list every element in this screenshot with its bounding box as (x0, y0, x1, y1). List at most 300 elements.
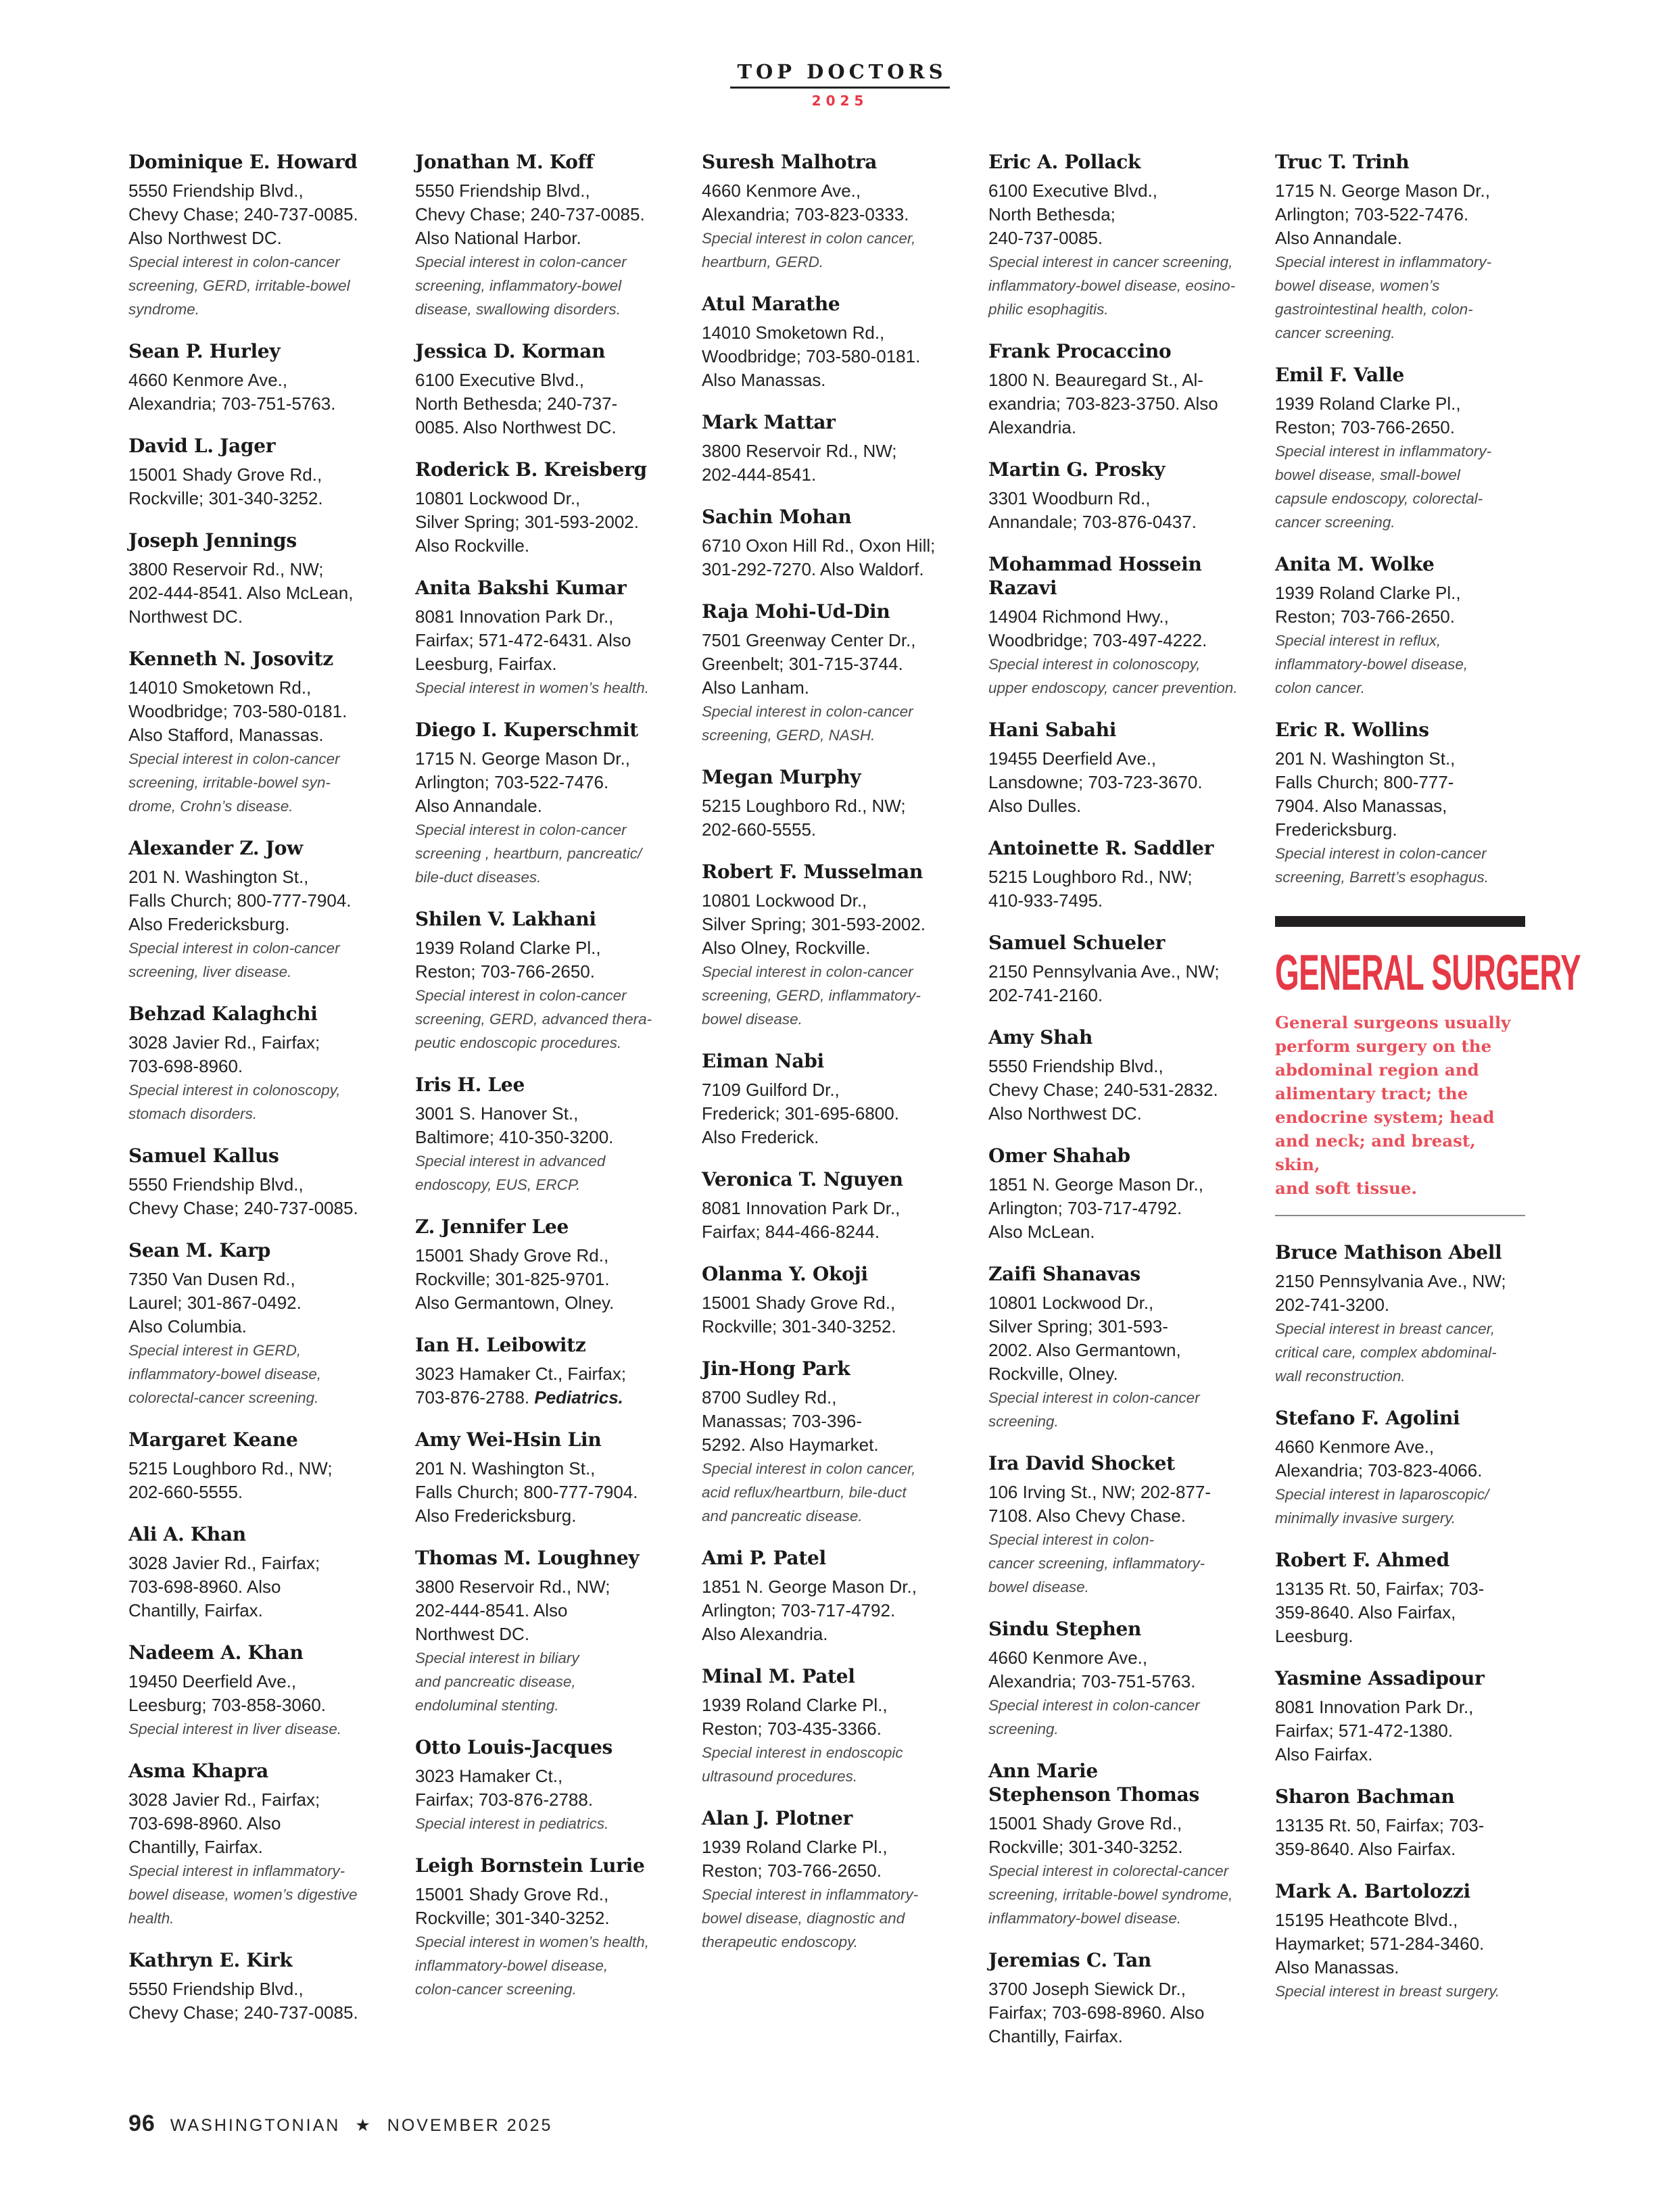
doctor-address (702, 1575, 959, 1646)
doctor-listing (702, 765, 959, 842)
doctor-name: Amy Wei-Hsin Lin (415, 1428, 602, 1451)
address-text: 5550 Friendship Blvd., Chevy Chase; 240-737-0085. (128, 1174, 358, 1218)
doctor-name: Sharon Bachman (1275, 1785, 1455, 1808)
address-text: 5215 Loughboro Rd., NW; 410-933-7495. (988, 867, 1193, 911)
doctor-listing (702, 1049, 959, 1149)
doctor-name: Jessica D. Korman (415, 340, 606, 362)
address-text: 5215 Loughboro Rd., NW; 202-660-5555. (128, 1458, 333, 1502)
address-text: 201 N. Washington St., Falls Church; 800-777- 7904. Also Manassas, Fredericksburg. (1275, 748, 1456, 840)
doctor-name: Alan J. Plotner (702, 1807, 853, 1829)
doctor-address (1275, 1577, 1525, 1648)
doctor-address (988, 605, 1245, 652)
doctor-name: Megan Murphy (702, 766, 861, 788)
doctor-listing (1275, 1785, 1525, 1861)
doctor-address (415, 1362, 672, 1410)
doctor-listing (988, 150, 1245, 321)
address-text: 1715 N. George Mason Dr., Arlington; 703-522-7476. Also Annandale. (1275, 181, 1490, 248)
column-5 (1275, 150, 1581, 2021)
address-text: 5550 Friendship Blvd., Chevy Chase; 240-531-2832. Also Northwest DC. (988, 1056, 1218, 1124)
masthead (0, 59, 1680, 109)
address-text: 3028 Javier Rd., Fairfax; 703-698-8960. (128, 1032, 320, 1076)
address-text: 19450 Deerfield Ave., Leesburg; 703-858-3060. (128, 1671, 327, 1715)
doctor-address (415, 936, 672, 984)
doctor-address (128, 1457, 385, 1504)
doctor-name: Kenneth N. Josovitz (128, 648, 333, 670)
doctor-name: Joseph Jennings (128, 529, 297, 552)
address-text: 2150 Pennsylvania Ave., NW; 202-741-3200. (1275, 1271, 1506, 1315)
doctor-name: Asma Khapra (128, 1760, 269, 1782)
address-text: 6710 Oxon Hill Rd., Oxon Hill; 301-292-7270. Also Waldorf. (702, 535, 936, 579)
address-text: 4660 Kenmore Ave., Alexandria; 703-751-5763. (128, 370, 336, 414)
doctor-name: Otto Louis-Jacques (415, 1736, 613, 1758)
year-label: 2025 (811, 93, 869, 109)
doctor-listing (702, 1168, 959, 1244)
doctor-name: Martin G. Prosky (988, 458, 1166, 481)
doctor-address (415, 1883, 672, 1930)
doctor-address (1275, 1696, 1525, 1766)
address-text: 3023 Hamaker Ct., Fairfax; 703-876-2788. (415, 1766, 594, 1810)
doctor-address (415, 368, 672, 439)
doctor-listing (415, 1428, 672, 1528)
doctor-name: Ian H. Leibowitz (415, 1334, 586, 1356)
doctor-address (128, 1031, 385, 1078)
doctor-address (128, 1788, 385, 1859)
doctor-name: Atul Marathe (702, 293, 840, 315)
address-text: 8081 Innovation Park Dr., Fairfax; 571-472-1380. Also Fairfax. (1275, 1697, 1474, 1764)
doctor-name: Truc T. Trinh (1275, 151, 1410, 173)
special-interest: Special interest in laparoscopic/ minimally invasive surgery. (1275, 1486, 1489, 1526)
general-surgery-description: General surgeons usually perform surgery on the abdominal region and alimentary tract; the endocrine system; head and neck; and breast, skin, and soft tissue. (1275, 1011, 1525, 1216)
doctor-listing (702, 1664, 959, 1788)
doctor-listing (1275, 1406, 1525, 1530)
address-text: 13135 Rt. 50, Fairfax; 703- 359-8640. Also Fairfax, Leesburg. (1275, 1579, 1485, 1646)
doctor-name: Ann Marie Stephenson Thomas (988, 1760, 1199, 1806)
special-interest: Special interest in breast cancer, critical care, complex abdominal- wall reconstruction. (1275, 1320, 1497, 1385)
doctor-name: Samuel Schueler (988, 932, 1166, 954)
address-text: 4660 Kenmore Ave., Alexandria; 703-823-4066. (1275, 1437, 1483, 1481)
doctor-address (1275, 1270, 1525, 1317)
address-text: 14010 Smoketown Rd., Woodbridge; 703-580-0181. Also Manassas. (702, 322, 921, 390)
section-title: TOP DOCTORS (730, 59, 949, 89)
doctor-name: Eiman Nabi (702, 1050, 824, 1072)
address-text: 201 N. Washington St., Falls Church; 800-777-7904. Also Fredericksburg. (415, 1458, 638, 1526)
special-interest: Special interest in women’s health, inflammatory-bowel disease, colon-cancer screening. (415, 1933, 650, 1998)
doctor-address (128, 1173, 385, 1220)
doctor-name: Jeremias C. Tan (988, 1949, 1151, 1971)
special-interest: Special interest in inflammatory- bowel disease, women’s digestive health. (128, 1862, 358, 1927)
doctor-address (128, 558, 385, 629)
doctor-address (128, 1977, 385, 2025)
special-interest: Special interest in women’s health. (415, 679, 650, 696)
special-interest: Special interest in breast surgery. (1275, 1983, 1500, 2000)
address-text: 4660 Kenmore Ave., Alexandria; 703-823-0333. (702, 181, 909, 224)
address-text: 15001 Shady Grove Rd., Rockville; 301-340-3252. (128, 464, 323, 508)
doctor-address (415, 1457, 672, 1528)
doctor-listing (415, 458, 672, 558)
doctor-address (128, 1552, 385, 1622)
address-text: 6100 Executive Blvd., North Bethesda; 240-737-0085. (988, 181, 1158, 248)
doctor-name: Iris H. Lee (415, 1074, 525, 1096)
doctor-listing (128, 1522, 385, 1622)
doctor-address (1275, 1908, 1525, 1979)
doctor-address (702, 794, 959, 842)
doctor-listing (988, 1144, 1245, 1244)
address-text: 14904 Richmond Hwy., Woodbridge; 703-497-4222. (988, 606, 1207, 650)
special-interest: Special interest in inflammatory- bowel disease, small-bowel capsule endoscopy, colorectal- cancer screening. (1275, 443, 1492, 531)
special-interest: Special interest in colon-cancer screening, GERD, irritable-bowel syndrome. (128, 254, 350, 318)
doctor-name: David L. Jager (128, 435, 276, 457)
special-interest: Special interest in inflammatory- bowel disease, diagnostic and therapeutic endoscopy. (702, 1886, 919, 1950)
doctor-address (988, 1977, 1245, 2048)
special-interest: Special interest in biliary and pancreatic disease, endoluminal stenting. (415, 1650, 579, 1714)
address-text: 3700 Joseph Siewick Dr., Fairfax; 703-698-8960. Also Chantilly, Fairfax. (988, 1979, 1205, 2046)
doctor-name: Amy Shah (988, 1026, 1093, 1049)
doctor-address (1275, 1435, 1525, 1483)
doctor-address (702, 1835, 959, 1883)
special-interest: Special interest in colon-cancer screening, GERD, inflammatory- bowel disease. (702, 963, 921, 1028)
page-number: 96 (128, 2111, 155, 2136)
doctor-listing (128, 339, 385, 416)
address-text: 1939 Roland Clarke Pl., Reston; 703-766-2650. (1275, 393, 1461, 437)
special-interest: Special interest in colon cancer, heartburn, GERD. (702, 230, 916, 270)
doctor-name: Z. Jennifer Lee (415, 1216, 569, 1238)
doctor-listing (415, 1215, 672, 1315)
address-text: 7350 Van Dusen Rd., Laurel; 301-867-0492. Also Columbia. (128, 1269, 302, 1337)
address-text: 15001 Shady Grove Rd., Rockville; 301-340-3252. (415, 1884, 610, 1928)
doctor-listing (988, 718, 1245, 818)
doctor-address (415, 179, 672, 250)
doctor-listing (702, 1357, 959, 1528)
doctor-address (128, 368, 385, 416)
special-interest: Special interest in colonoscopy, stomach disorders. (128, 1082, 341, 1122)
address-text: 6100 Executive Blvd., North Bethesda; 240-737- 0085. Also Northwest DC. (415, 370, 618, 437)
doctor-address (702, 1693, 959, 1741)
doctor-address (415, 1764, 672, 1812)
doctor-address (988, 960, 1245, 1007)
doctor-name: Dominique E. Howard (128, 151, 358, 173)
special-interest: Special interest in liver disease. (128, 1721, 342, 1737)
doctor-address (415, 1244, 672, 1315)
special-interest: Special interest in advanced endoscopy, EUS, ERCP. (415, 1153, 606, 1193)
doctor-listing (1275, 718, 1525, 889)
special-interest: Special interest in GERD, inflammatory-bowel disease, colorectal-cancer screening. (128, 1342, 322, 1406)
address-text: 3028 Javier Rd., Fairfax; 703-698-8960. Also Chantilly, Fairfax. (128, 1553, 320, 1620)
special-interest: Special interest in colon- cancer screening, inflammatory- bowel disease. (988, 1531, 1205, 1595)
doctor-name: Margaret Keane (128, 1428, 298, 1451)
doctor-name: Ami P. Patel (702, 1547, 826, 1569)
address-text: 19455 Deerfield Ave., Lansdowne; 703-723-3670. Also Dulles. (988, 748, 1203, 816)
special-interest: Special interest in endoscopic ultrasound procedures. (702, 1744, 903, 1785)
doctor-name: Samuel Kallus (128, 1145, 279, 1167)
doctor-address (1275, 581, 1525, 629)
doctor-listing (128, 1144, 385, 1220)
doctor-name: Yasmine Assadipour (1275, 1667, 1485, 1689)
address-text: 3800 Reservoir Rd., NW; 202-444-8541. (702, 441, 897, 485)
doctor-listing (1275, 1879, 1525, 2003)
doctor-listing (702, 150, 959, 274)
doctor-name: Veronica T. Nguyen (702, 1168, 903, 1191)
doctor-name: Hani Sabahi (988, 719, 1117, 741)
doctor-address (702, 1386, 959, 1457)
special-interest: Special interest in colon-cancer screening, Barrett’s esophagus. (1275, 845, 1489, 886)
doctor-name: Robert F. Ahmed (1275, 1549, 1449, 1571)
doctor-listing (415, 907, 672, 1055)
special-interest: Special interest in colon-cancer screening, inflammatory-bowel disease, swallowing disorders. (415, 254, 627, 318)
special-interest: Special interest in colon-cancer screening, GERD, advanced thera- peutic endoscopic procedures. (415, 987, 652, 1051)
doctor-listing (702, 1262, 959, 1339)
doctor-name: Sindu Stephen (988, 1618, 1142, 1640)
doctor-address (988, 1812, 1245, 1859)
doctor-name: Anita Bakshi Kumar (415, 577, 627, 599)
address-text: 8081 Innovation Park Dr., Fairfax; 844-466-8244. (702, 1198, 901, 1242)
doctor-listing (128, 1948, 385, 2025)
doctor-listing (702, 1806, 959, 1954)
doctor-address (128, 179, 385, 250)
doctor-name: Frank Procaccino (988, 340, 1172, 362)
doctor-name: Eric R. Wollins (1275, 719, 1429, 741)
doctor-name: Suresh Malhotra (702, 151, 878, 173)
star-icon: ★ (355, 2116, 373, 2135)
doctor-address (128, 1670, 385, 1717)
doctor-listing (415, 339, 672, 439)
doctor-listing (415, 718, 672, 889)
doctor-name: Raja Mohi-Ud-Din (702, 600, 890, 623)
doctor-listing (415, 1546, 672, 1717)
doctor-name: Diego I. Kuperschmit (415, 719, 638, 741)
doctor-name: Antoinette R. Saddler (988, 837, 1214, 859)
special-interest: Special interest in cancer screening, inflammatory-bowel disease, eosino- philic esophagitis. (988, 254, 1236, 318)
doctor-listing (415, 1854, 672, 2001)
address-text: 10801 Lockwood Dr., Silver Spring; 301-593-2002. Also Rockville. (415, 488, 639, 556)
doctor-listing (988, 339, 1245, 439)
doctor-listing (415, 1735, 672, 1835)
doctor-name: Emil F. Valle (1275, 364, 1405, 386)
doctor-name: Olanma Y. Okoji (702, 1263, 868, 1285)
doctor-listing (702, 1546, 959, 1646)
issue-date: NOVEMBER 2025 (387, 2116, 553, 2135)
doctor-name: Sean P. Hurley (128, 340, 281, 362)
doctor-listing (128, 529, 385, 629)
doctor-address (988, 487, 1245, 534)
special-interest: Special interest in colon-cancer screening. (988, 1389, 1200, 1430)
special-interest: Special interest in reflux, inflammatory-bowel disease, colon cancer. (1275, 632, 1468, 696)
doctor-listing (1275, 150, 1525, 345)
special-interest: Special interest in inflammatory- bowel disease, women’s gastrointestinal health, colon- cancer screening. (1275, 254, 1492, 341)
address-text: 15195 Heathcote Blvd., Haymarket; 571-284-3460. Also Manassas. (1275, 1910, 1485, 1977)
doctor-name: Shilen V. Lakhani (415, 908, 596, 930)
page-footer (128, 2111, 552, 2137)
general-surgery-heading: GENERAL SURGERY (1275, 944, 1581, 1001)
doctor-name: Behzad Kalaghchi (128, 1003, 318, 1025)
doctor-listing (702, 860, 959, 1031)
doctor-address (702, 889, 959, 960)
doctor-listing (988, 552, 1245, 700)
doctor-name: Omer Shahab (988, 1145, 1130, 1167)
doctor-address (1275, 747, 1525, 842)
doctor-listing (988, 836, 1245, 913)
doctor-address (415, 605, 672, 676)
doctor-listing (1275, 1241, 1525, 1388)
doctor-listing (128, 1759, 385, 1930)
address-text: 15001 Shady Grove Rd., Rockville; 301-340-3252. (702, 1293, 896, 1337)
special-interest: Special interest in colon-cancer screening, liver disease. (128, 940, 340, 980)
doctor-listing (415, 1333, 672, 1410)
doctor-address (702, 1078, 959, 1149)
address-text: 1800 N. Beauregard St., Al- exandria; 703-823-3750. Also Alexandria. (988, 370, 1218, 437)
doctor-listing (702, 292, 959, 392)
doctor-name: Minal M. Patel (702, 1665, 855, 1687)
doctor-listing (988, 1759, 1245, 1930)
address-text: 5215 Loughboro Rd., NW; 202-660-5555. (702, 796, 906, 840)
special-interest: Special interest in colorectal-cancer screening, irritable-bowel syndrome, inflammatory-bowel disease. (988, 1862, 1233, 1927)
address-text: 7109 Guilford Dr., Frederick; 301-695-6800. Also Frederick. (702, 1080, 899, 1147)
doctor-name: Roderick B. Kreisberg (415, 458, 647, 481)
doctor-listing (128, 434, 385, 510)
doctor-address (988, 747, 1245, 818)
doctor-listing (128, 836, 385, 984)
special-interest: Special interest in colon-cancer screening , heartburn, pancreatic/ bile-duct diseases. (415, 821, 642, 886)
doctor-name: Alexander Z. Jow (128, 837, 303, 859)
doctor-name: Ali A. Khan (128, 1523, 246, 1545)
address-text: 3023 Hamaker Ct., Fairfax; 703-876-2788. (415, 1364, 627, 1408)
doctor-name: Thomas M. Loughney (415, 1547, 640, 1569)
address-text: 10801 Lockwood Dr., Silver Spring; 301-593-2002. Also Olney, Rockville. (702, 890, 926, 958)
doctor-address (128, 463, 385, 510)
special-interest: Special interest in colon-cancer screening, irritable-bowel syn- drome, Crohn’s disease. (128, 750, 340, 815)
doctor-address (988, 179, 1245, 250)
doctor-name: Leigh Bornstein Lurie (415, 1854, 645, 1877)
column-2 (415, 150, 672, 2019)
doctor-listing (415, 150, 672, 321)
doctor-name: Stefano F. Agolini (1275, 1407, 1460, 1429)
publication-name: WASHINGTONIAN (170, 2116, 341, 2135)
doctor-address (415, 487, 672, 558)
address-text: 3301 Woodburn Rd., Annandale; 703-876-0437. (988, 488, 1197, 532)
column-1 (128, 150, 385, 2043)
column-4 (988, 150, 1245, 2067)
doctor-address (988, 368, 1245, 439)
address-text: 106 Irving St., NW; 202-877- 7108. Also Chevy Chase. (988, 1482, 1211, 1526)
doctor-name: Kathryn E. Kirk (128, 1949, 293, 1971)
column-3 (702, 150, 959, 1972)
doctor-address (988, 865, 1245, 913)
doctor-address (128, 676, 385, 747)
doctor-name: Mark Mattar (702, 411, 836, 433)
doctor-address (128, 865, 385, 936)
address-text: 8700 Sudley Rd., Manassas; 703-396- 5292. Also Haymarket. (702, 1387, 879, 1455)
doctor-address (702, 321, 959, 392)
doctor-listing (702, 600, 959, 747)
specialty-tag: Pediatrics. (534, 1387, 623, 1408)
doctor-address (1275, 1814, 1525, 1861)
doctor-listing (128, 1239, 385, 1410)
address-text: 8081 Innovation Park Dr., Fairfax; 571-472-6431. Also Leesburg, Fairfax. (415, 606, 631, 674)
address-text: 3028 Javier Rd., Fairfax; 703-698-8960. Also Chantilly, Fairfax. (128, 1789, 320, 1857)
doctor-name: Anita M. Wolke (1275, 553, 1435, 575)
address-text: 5550 Friendship Blvd., Chevy Chase; 240-737-0085. (128, 1979, 358, 2023)
doctor-listing (702, 505, 959, 581)
doctor-name: Jonathan M. Koff (415, 151, 594, 173)
address-text: 201 N. Washington St., Falls Church; 800-777-7904. Also Fredericksburg. (128, 867, 352, 934)
doctor-name: Sean M. Karp (128, 1239, 270, 1261)
doctor-listing (128, 1428, 385, 1504)
doctor-name: Mark A. Bartolozzi (1275, 1880, 1470, 1902)
doctor-name: Bruce Mathison Abell (1275, 1241, 1502, 1264)
doctor-listing (1275, 552, 1525, 700)
address-text: 5550 Friendship Blvd., Chevy Chase; 240-737-0085. Also National Harbor. (415, 181, 645, 248)
doctor-address (988, 1291, 1245, 1386)
doctor-address (1275, 179, 1525, 250)
address-text: 7501 Greenway Center Dr., Greenbelt; 301-715-3744. Also Lanham. (702, 630, 916, 698)
doctor-listing (415, 576, 672, 700)
doctor-address (702, 534, 959, 581)
doctor-name: Nadeem A. Khan (128, 1641, 304, 1664)
doctor-listing (128, 1002, 385, 1126)
address-text: 13135 Rt. 50, Fairfax; 703- 359-8640. Also Fairfax. (1275, 1815, 1485, 1859)
address-text: 1939 Roland Clarke Pl., Reston; 703-766-2650. (415, 938, 601, 982)
address-text: 1851 N. George Mason Dr., Arlington; 703-717-4792. Also McLean. (988, 1174, 1203, 1242)
address-text: 1939 Roland Clarke Pl., Reston; 703-766-2650. (702, 1837, 888, 1881)
address-text: 15001 Shady Grove Rd., Rockville; 301-825-9701. Also Germantown, Olney. (415, 1245, 615, 1313)
doctor-name: Sachin Mohan (702, 506, 852, 528)
doctor-listing (1275, 1666, 1525, 1766)
doctor-address (988, 1646, 1245, 1693)
address-text: 1939 Roland Clarke Pl., Reston; 703-766-2650. (1275, 583, 1461, 627)
address-text: 15001 Shady Grove Rd., Rockville; 301-340-3252. (988, 1813, 1183, 1857)
address-text: 3800 Reservoir Rd., NW; 202-444-8541. Also Northwest DC. (415, 1577, 610, 1644)
address-text: 4660 Kenmore Ave., Alexandria; 703-751-5763. (988, 1648, 1196, 1691)
doctor-address (1275, 392, 1525, 439)
special-interest: Special interest in colonoscopy, upper endoscopy, cancer prevention. (988, 656, 1238, 696)
doctor-address (702, 439, 959, 487)
address-text: 2150 Pennsylvania Ave., NW; 202-741-2160. (988, 961, 1220, 1005)
doctor-listing (415, 1073, 672, 1197)
doctor-address (702, 629, 959, 700)
doctor-listing (988, 931, 1245, 1007)
doctor-name: Eric A. Pollack (988, 151, 1141, 173)
doctor-listing (988, 458, 1245, 534)
doctor-listing (1275, 363, 1525, 534)
doctor-address (702, 179, 959, 226)
doctor-name: Ira David Shocket (988, 1452, 1175, 1474)
doctor-listing (702, 410, 959, 487)
doctor-listing (988, 1948, 1245, 2048)
address-text: 3800 Reservoir Rd., NW; 202-444-8541. Also McLean, Northwest DC. (128, 559, 354, 627)
address-text: 1851 N. George Mason Dr., Arlington; 703-717-4792. Also Alexandria. (702, 1577, 917, 1644)
doctor-address (988, 1055, 1245, 1126)
address-text: 1715 N. George Mason Dr., Arlington; 703-522-7476. Also Annandale. (415, 748, 630, 816)
doctor-address (128, 1268, 385, 1339)
doctor-address (415, 1575, 672, 1646)
doctor-address (988, 1173, 1245, 1244)
doctor-listing (988, 1262, 1245, 1433)
doctor-name: Mohammad Hossein Razavi (988, 553, 1202, 599)
doctor-name: Jin-Hong Park (702, 1357, 850, 1380)
doctor-listing (128, 647, 385, 818)
doctor-address (415, 747, 672, 818)
address-text: 5550 Friendship Blvd., Chevy Chase; 240-737-0085. Also Northwest DC. (128, 181, 358, 248)
special-interest: Special interest in pediatrics. (415, 1815, 609, 1832)
special-interest: Special interest in colon cancer, acid reflux/heartburn, bile-duct and pancreatic disease. (702, 1460, 916, 1524)
address-text: 10801 Lockwood Dr., Silver Spring; 301-593- 2002. Also Germantown, Rockville, Olney. (988, 1293, 1181, 1384)
doctor-address (415, 1102, 672, 1149)
doctor-listing (988, 1617, 1245, 1741)
doctor-address (702, 1291, 959, 1339)
doctor-name: Robert F. Musselman (702, 861, 923, 883)
doctor-name: Zaifi Shanavas (988, 1263, 1141, 1285)
doctor-listing (128, 150, 385, 321)
doctor-address (702, 1197, 959, 1244)
